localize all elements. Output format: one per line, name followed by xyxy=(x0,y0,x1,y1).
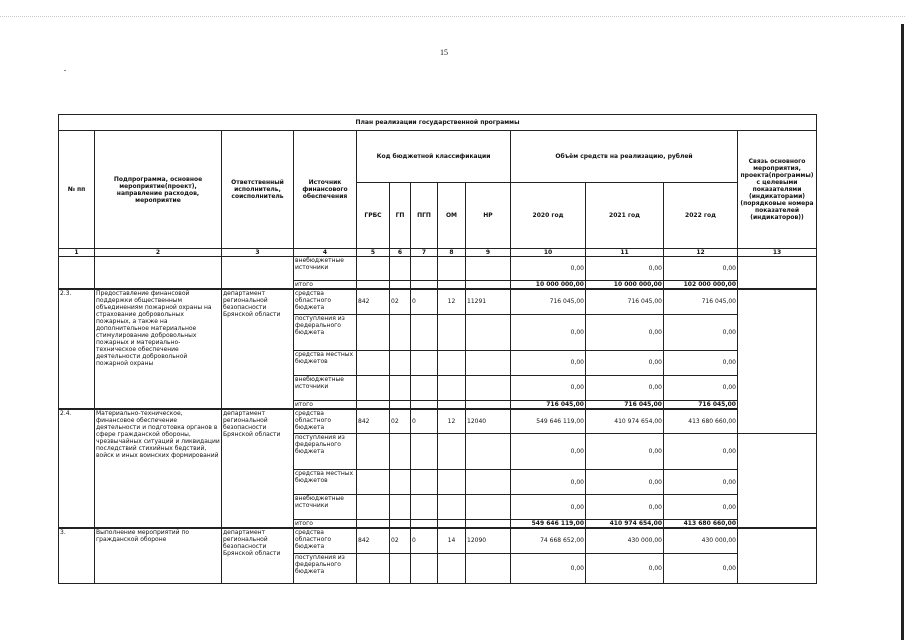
table-row xyxy=(59,257,817,281)
table-row xyxy=(59,289,817,314)
col-link-header: Связь основного мероприятия, проекта(программы) с целевыми показателями (индикаторами) (порядковые номера показателей (индикаторов)) xyxy=(738,131,817,249)
row-source: средства областного бюджета xyxy=(294,289,357,314)
row-source: внебюджетные источники xyxy=(294,495,357,520)
amount-2022: 0,00 xyxy=(664,350,738,375)
program-plan-table xyxy=(58,114,817,584)
total-2021: 10 000 000,00 xyxy=(586,281,664,290)
row-event: Выполнение мероприятий по гражданской обороне xyxy=(95,528,222,583)
col-number: 10 xyxy=(511,249,586,257)
amount-2020: 0,00 xyxy=(511,434,586,470)
row-responsible xyxy=(222,257,294,290)
grbs-code: 842 xyxy=(357,409,390,434)
pgp-code: 0 xyxy=(411,289,438,314)
om-code: 12 xyxy=(438,289,466,314)
amount-2022: 413 680 660,00 xyxy=(664,409,738,434)
amount-2021: 0,00 xyxy=(586,553,664,583)
total-2020: 549 646 119,00 xyxy=(511,520,586,529)
page-edge xyxy=(901,24,904,640)
row-event: Материально-техническое, финансовое обеспечение деятельности и подготовка органов в сфере гражданской обороны, чрезвычайных ситуаций и ликвидации последствий стихийных бедствий, войск и иных воинских формирований xyxy=(95,409,222,529)
sub-nr: НР xyxy=(466,183,511,249)
nr-code: 12040 xyxy=(466,409,511,434)
sub-2021: 2021 год xyxy=(586,183,664,249)
amount-2020: 549 646 119,00 xyxy=(511,409,586,434)
row-responsible: департамент региональной безопасности Брянской области xyxy=(222,528,294,583)
col-number: 2 xyxy=(95,249,222,257)
nr-code: 12090 xyxy=(466,528,511,553)
col-volume-header: Объём средств на реализацию, рублей xyxy=(511,131,738,183)
col-event-header: Подпрограмма, основное мероприятие(проект), направление расходов, мероприятие xyxy=(95,131,222,249)
row-no xyxy=(59,257,95,290)
amount-2020: 0,00 xyxy=(511,350,586,375)
col-number: 8 xyxy=(438,249,466,257)
amount-2021: 0,00 xyxy=(586,434,664,470)
row-source: средства местных бюджетов xyxy=(294,470,357,495)
amount-2020: 716 045,00 xyxy=(511,289,586,314)
sub-2022: 2022 год xyxy=(664,183,738,249)
col-number: 7 xyxy=(411,249,438,257)
pgp-code: 0 xyxy=(411,528,438,553)
amount-2020: 74 668 652,00 xyxy=(511,528,586,553)
pgp-code: 0 xyxy=(411,409,438,434)
amount-2021: 0,00 xyxy=(586,257,664,281)
total-2021: 716 045,00 xyxy=(586,400,664,409)
amount-2020: 0,00 xyxy=(511,257,586,281)
table-row xyxy=(59,409,817,434)
amount-2022: 0,00 xyxy=(664,434,738,470)
total-2022: 102 000 000,00 xyxy=(664,281,738,290)
amount-2020: 0,00 xyxy=(511,375,586,400)
sub-grbs: ГРБС xyxy=(357,183,390,249)
amount-2021: 0,00 xyxy=(586,350,664,375)
amount-2020: 0,00 xyxy=(511,470,586,495)
amount-2022: 430 000,00 xyxy=(664,528,738,553)
amount-2021: 0,00 xyxy=(586,470,664,495)
amount-2021: 410 974 654,00 xyxy=(586,409,664,434)
sub-pgp: ПГП xyxy=(411,183,438,249)
scan-speck xyxy=(64,70,66,71)
amount-2021: 0,00 xyxy=(586,495,664,520)
col-number: 13 xyxy=(738,249,817,257)
sub-gp: ГП xyxy=(390,183,411,249)
col-number: 4 xyxy=(294,249,357,257)
total-2021: 410 974 654,00 xyxy=(586,520,664,529)
row-source: средства областного бюджета xyxy=(294,409,357,434)
col-number: 3 xyxy=(222,249,294,257)
sub-om: ОМ xyxy=(438,183,466,249)
col-number: 6 xyxy=(390,249,411,257)
om-code: 14 xyxy=(438,528,466,553)
amount-2020: 0,00 xyxy=(511,553,586,583)
total-2022: 413 680 660,00 xyxy=(664,520,738,529)
grbs-code: 842 xyxy=(357,528,390,553)
column-number-row xyxy=(59,249,817,257)
row-event xyxy=(95,257,222,290)
col-number: 9 xyxy=(466,249,511,257)
row-link xyxy=(738,528,817,583)
col-responsible-header: Ответственный исполнитель, соисполнитель xyxy=(222,131,294,249)
row-source: поступления из федерального бюджета xyxy=(294,553,357,583)
amount-2022: 0,00 xyxy=(664,375,738,400)
grbs-code: 842 xyxy=(357,289,390,314)
col-budget-code-header: Код бюджетной классификации xyxy=(357,131,511,183)
col-number: 5 xyxy=(357,249,390,257)
amount-2020: 0,00 xyxy=(511,314,586,350)
amount-2022: 0,00 xyxy=(664,470,738,495)
row-link xyxy=(738,257,817,290)
amount-2022: 0,00 xyxy=(664,314,738,350)
gp-code: 02 xyxy=(390,289,411,314)
nr-code: 11291 xyxy=(466,289,511,314)
row-source: средства областного бюджета xyxy=(294,528,357,553)
scan-dotted-line xyxy=(0,16,905,19)
row-link xyxy=(738,289,817,434)
row-source: средства местных бюджетов xyxy=(294,350,357,375)
row-source: поступления из федерального бюджета xyxy=(294,314,357,350)
row-total-label: итого xyxy=(294,281,357,290)
amount-2021: 716 045,00 xyxy=(586,289,664,314)
total-2020: 716 045,00 xyxy=(511,400,586,409)
amount-2020: 0,00 xyxy=(511,495,586,520)
col-number: 11 xyxy=(586,249,664,257)
table-row xyxy=(59,528,817,553)
row-source: поступления из федерального бюджета xyxy=(294,434,357,470)
amount-2021: 430 000,00 xyxy=(586,528,664,553)
total-2020: 10 000 000,00 xyxy=(511,281,586,290)
plan-title: План реализации государственной программы xyxy=(59,115,817,131)
col-number: 1 xyxy=(59,249,95,257)
row-source: внебюджетные источники xyxy=(294,257,357,281)
amount-2022: 0,00 xyxy=(664,495,738,520)
amount-2022: 716 045,00 xyxy=(664,289,738,314)
row-no: 2.4. xyxy=(59,409,95,529)
row-total-label: итого xyxy=(294,520,357,529)
row-responsible: департамент региональной безопасности Брянской области xyxy=(222,289,294,409)
row-no: 3. xyxy=(59,528,95,583)
gp-code: 02 xyxy=(390,409,411,434)
amount-2021: 0,00 xyxy=(586,375,664,400)
total-2022: 716 045,00 xyxy=(664,400,738,409)
row-no: 2.3. xyxy=(59,289,95,409)
row-responsible: департамент региональной безопасности Брянской области xyxy=(222,409,294,529)
om-code: 12 xyxy=(438,409,466,434)
col-no-header: № пп xyxy=(59,131,95,249)
gp-code: 02 xyxy=(390,528,411,553)
col-source-header: Источник финансового обеспечения xyxy=(294,131,357,249)
amount-2022: 0,00 xyxy=(664,553,738,583)
amount-2022: 0,00 xyxy=(664,257,738,281)
amount-2021: 0,00 xyxy=(586,314,664,350)
col-number: 12 xyxy=(664,249,738,257)
row-total-label: итого xyxy=(294,400,357,409)
page-number: 15 xyxy=(440,48,448,57)
row-source: внебюджетные источники xyxy=(294,375,357,400)
sub-2020: 2020 год xyxy=(511,183,586,249)
row-event: Предоставление финансовой поддержки общественным объединениям пожарной охраны на страхование добровольных пожарных, а также на дополнительное материальное стимулирование добровольных пожарных и материально-техническое обеспечение деятельности добровольной пожарной охраны xyxy=(95,289,222,409)
